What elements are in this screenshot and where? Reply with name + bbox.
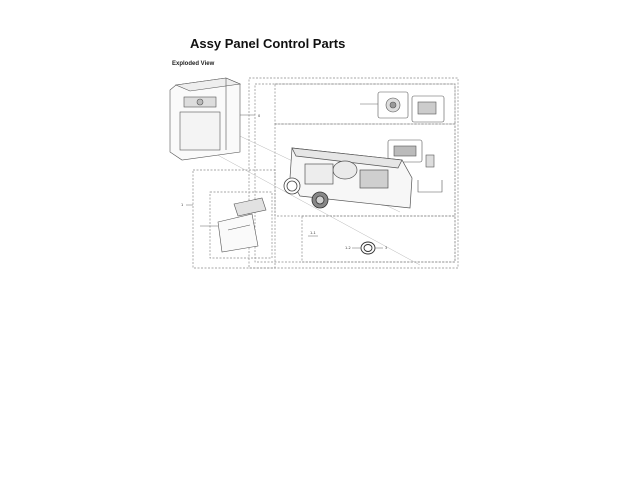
callout-bottom-3: 3: [385, 246, 388, 250]
callout-bottom-2: 1-2: [345, 246, 351, 250]
control-board-top: [378, 92, 444, 122]
selector-knob: [312, 192, 328, 208]
page-title: Assy Panel Control Parts: [190, 36, 346, 51]
section-heading: Exploded View: [172, 61, 215, 67]
bottom-ring: [361, 242, 375, 254]
knob-ring: [284, 178, 300, 194]
knob-frame: [302, 216, 455, 262]
callout-washer: 0: [258, 114, 261, 118]
callout-left-main: 1: [181, 203, 184, 207]
detergent-drawer: [218, 198, 266, 252]
callout-bottom-1: 1-1: [310, 231, 316, 235]
washer-illustration: [170, 78, 240, 160]
